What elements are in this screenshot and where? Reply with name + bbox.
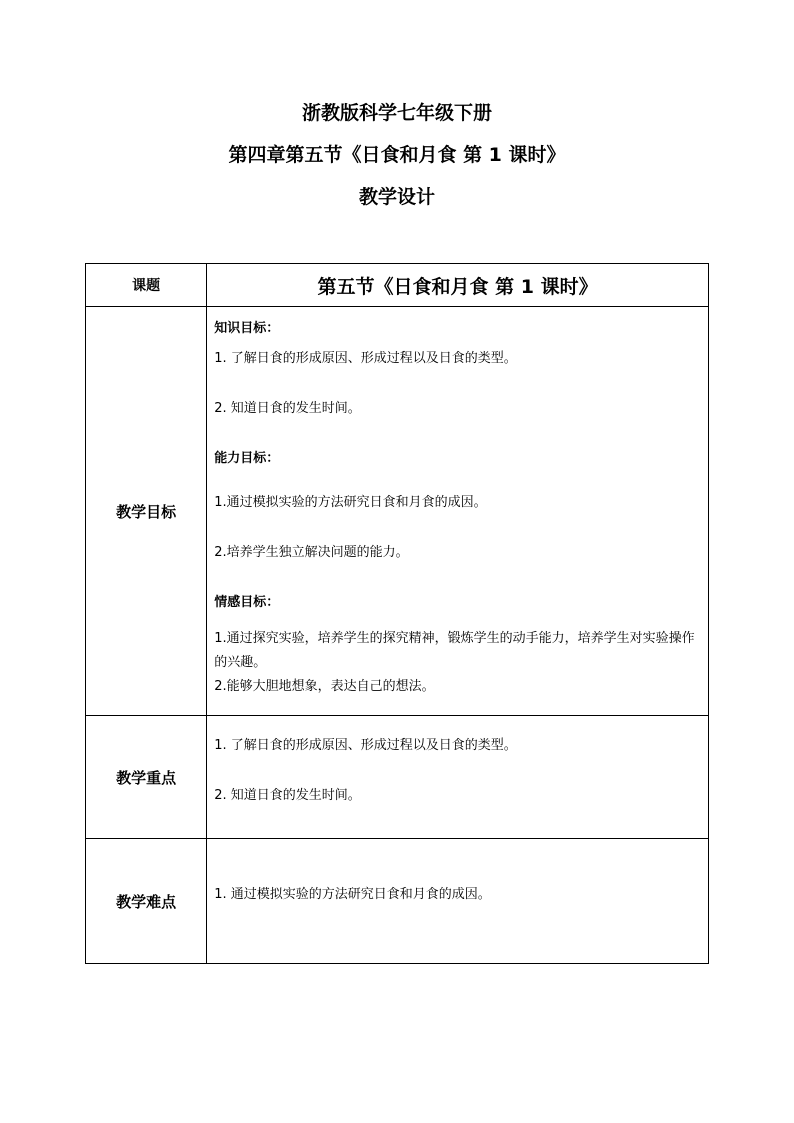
key-points-row bbox=[86, 716, 709, 839]
topic-value: 第五节《日食和月食 第 1 课时》 bbox=[207, 264, 709, 307]
emotion-item: 2.能够大胆地想象，表达自己的想法。 bbox=[214, 679, 435, 694]
difficulties-content bbox=[207, 839, 709, 964]
difficulty-item: 1. 通过模拟实验的方法研究日食和月食的成因。 bbox=[214, 887, 491, 902]
objectives-label: 教学目标 bbox=[86, 307, 207, 716]
title-line-design: 教学设计 bbox=[358, 186, 435, 208]
ability-item: 1.通过模拟实验的方法研究日食和月食的成因。 bbox=[214, 495, 487, 510]
document-title bbox=[0, 104, 794, 207]
key-point-item: 1. 了解日食的形成原因、形成过程以及日食的类型。 bbox=[214, 738, 517, 753]
topic-label: 课题 bbox=[86, 264, 207, 307]
title-line-textbook: 浙教版科学七年级下册 bbox=[301, 102, 492, 124]
lesson-plan-table bbox=[85, 263, 709, 964]
emotion-item: 1.通过探究实验，培养学生的探究精神，锻炼学生的动手能力，培养学生对实验操作的兴趣。 bbox=[214, 631, 695, 670]
key-points-label: 教学重点 bbox=[86, 716, 207, 839]
title-line-chapter: 第四章第五节《日食和月食 第 1 课时》 bbox=[228, 144, 566, 166]
difficulties-label: 教学难点 bbox=[86, 839, 207, 964]
knowledge-item: 2. 知道日食的发生时间。 bbox=[214, 401, 361, 416]
ability-heading: 能力目标： bbox=[214, 451, 280, 466]
objectives-content bbox=[207, 307, 709, 716]
key-points-content bbox=[207, 716, 709, 839]
emotion-heading: 情感目标： bbox=[214, 595, 280, 610]
ability-item: 2.培养学生独立解决问题的能力。 bbox=[214, 545, 409, 560]
knowledge-item: 1. 了解日食的形成原因、形成过程以及日食的类型。 bbox=[214, 351, 517, 366]
objectives-row bbox=[86, 307, 709, 716]
knowledge-heading: 知识目标： bbox=[214, 321, 280, 336]
topic-row bbox=[86, 264, 709, 307]
key-point-item: 2. 知道日食的发生时间。 bbox=[214, 788, 361, 803]
difficulties-row bbox=[86, 839, 709, 964]
